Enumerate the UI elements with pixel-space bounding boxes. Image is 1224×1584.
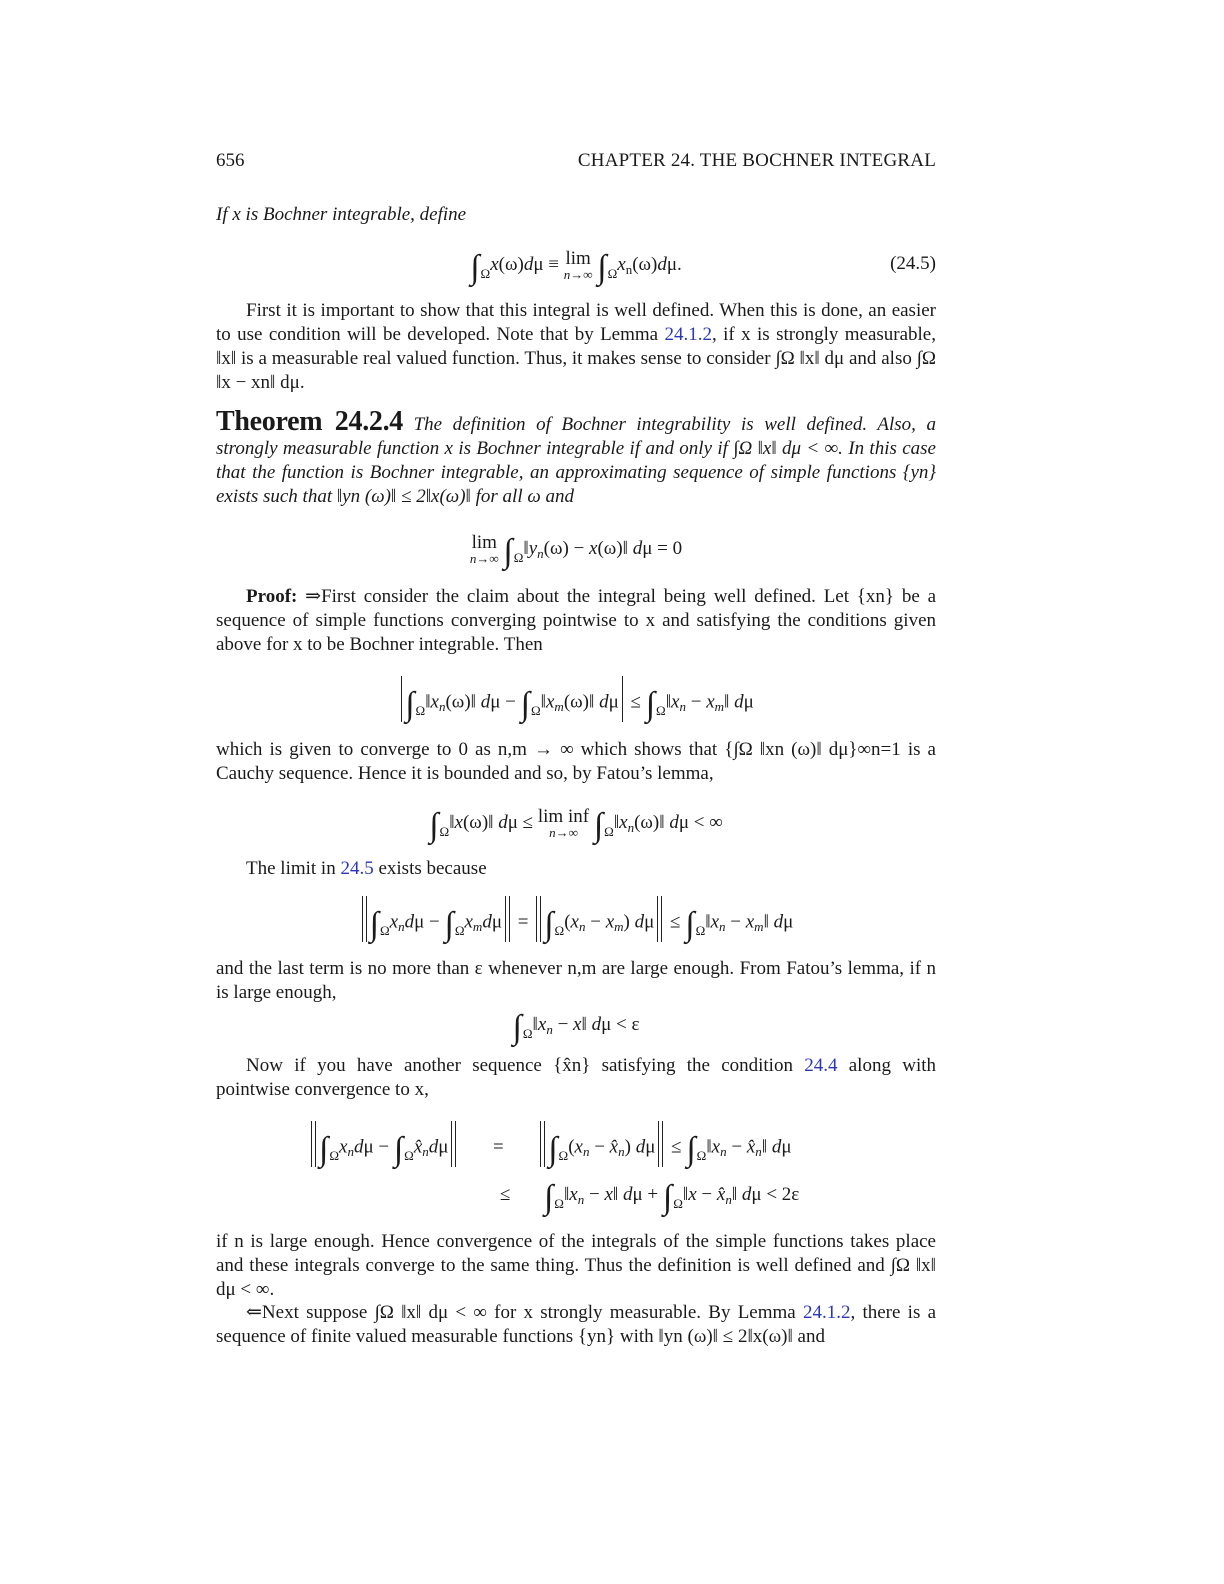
theorem-title: Theorem 24.2.4: [216, 406, 403, 437]
proof-paragraph-4: and the last term is no more than ε whenever n,m are large enough. From Fatou’s lemma, if n is large enough,: [216, 958, 936, 1003]
chapter-title: CHAPTER 24. THE BOCHNER INTEGRAL: [577, 150, 936, 171]
paragraph-well-defined: First it is important to show that this integral is well defined. When this is done, an easier to use condition will be developed. Note that by Lemma 24.1.2, if x is strongly measurable, ‖x‖ is a measurable real valued function. Thus, it makes sense to consider ∫Ω ‖x‖ dμ and also ∫Ω ‖x − xn‖ dμ.: [216, 300, 936, 393]
equation-cauchy: $\int_\Omega‖x_n(\omega)‖$ $d\mu - \int_\Omega‖x_m(\omega)‖$ $d\mu \le \int_\Omega‖x_n$ − $x_m‖$ dμ: [216, 680, 936, 726]
equation-number: (24.5): [890, 253, 936, 274]
equation-aligned-line-2: ≤ $\int_\Omega‖x_n$ − x‖ $d\mu + \int_\Omega‖x$ − $x̂_n‖$ dμ < 2ε: [500, 1179, 800, 1216]
proof-paragraph-5: Now if you have another sequence {x̂n} satisfying the condition 24.4 along with pointwise convergence to x,: [216, 1055, 936, 1100]
page: [216, 0, 936, 1584]
lemma-link[interactable]: 24.1.2: [664, 324, 712, 345]
proof-paragraph-1: Proof: ⇒First consider the claim about the integral being well defined. Let {xn} be a sequence of simple functions converging pointwise to x and satisfying the conditions given above for x to be Bochner integrable. Then: [216, 586, 936, 655]
proof-paragraph-3: The limit in 24.5 exists because: [246, 858, 487, 879]
equation-link-24-5[interactable]: 24.5: [340, 858, 374, 879]
equation-limit-zero: lim n→∞ $\int_\Omega‖y_n(\omega)$ − x(ω)‖ dμ = 0: [469, 532, 683, 570]
proof-paragraph-2: which is given to converge to 0 as n,m → ∞ which shows that {∫Ω ‖xn (ω)‖ dμ}∞n=1 is a Cauchy sequence. Hence it is bounded and so, by Fatou’s lemma,: [216, 739, 936, 784]
running-head: [216, 149, 936, 173]
equation-24-5: $\int_\Omega x(\omega)d\mu \equiv \lim$ n→∞ $\int_\Omega x_n(\omega)d\mu$.: [470, 248, 682, 286]
proof-paragraph-7: ⇐Next suppose ∫Ω ‖x‖ dμ < ∞ for x strongly measurable. By Lemma 24.1.2, there is a sequence of finite valued measurable functions {yn} with ‖yn (ω)‖ ≤ 2‖x(ω)‖ and: [216, 1302, 936, 1347]
equation-limit-exists: $\int_\Omega x_nd\mu - \int_\Omega x_md\mu = \int_\Omega(x_n - x_m) d\mu$ ≤ $\int_\Omega‖x_n$ − $x_m‖$ dμ: [216, 900, 936, 946]
page-number: 656: [216, 150, 245, 171]
theorem-statement: The definition of Bochner integrability is well defined. Also, a strongly measurable function x is Bochner integrable if and only if ∫Ω ‖x‖ dμ < ∞. In this case that the function is Bochner integrable, an approximating sequence of simple functions {yn} exists such that ‖yn (ω)‖ ≤ 2‖x(ω)‖ for all ω and: [216, 414, 937, 507]
proof-label: Proof:: [246, 586, 298, 607]
theorem-block: [216, 406, 937, 509]
proof-paragraph-6: if n is large enough. Hence convergence of the integrals of the simple functions takes place and these integrals converge to the same thing. Thus the definition is well defined and ∫Ω ‖x‖ dμ < ∞.: [216, 1231, 936, 1300]
equation-link-24-4[interactable]: 24.4: [804, 1055, 838, 1076]
intro-line: If x is Bochner integrable, define: [216, 204, 467, 225]
lemma-link-2[interactable]: 24.1.2: [802, 1302, 851, 1323]
equation-aligned-line-1: $\int_\Omega x_nd\mu$ − $\int_\Omega x̂_nd\mu = \int_\Omega(x_n$ − $x̂_n$) $d\mu \le \int_\Omega‖x_n$ − $x̂_n‖$ dμ: [308, 1125, 792, 1171]
equation-fatou: $\int_\Omega‖x(\omega)‖$ dμ ≤ lim inf n→∞ $\int_\Omega‖x_n(\omega)‖$ dμ < ∞: [429, 806, 723, 844]
equation-epsilon: $\int_\Omega‖x_n$ − x‖ dμ < ε: [512, 1009, 640, 1046]
